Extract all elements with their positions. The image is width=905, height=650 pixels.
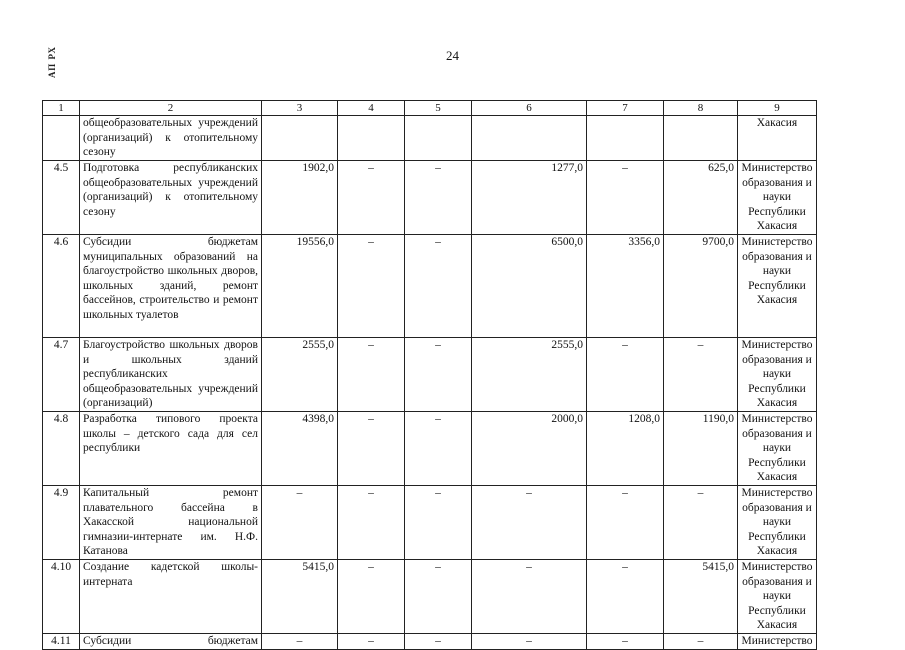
cell-col5 [405, 116, 472, 161]
row-description: Благоустройство школьных дворов и школьных зданий республиканских общеобразовательных учреждений (организаций) [80, 337, 262, 411]
column-header: 1 [43, 101, 80, 116]
cell-col3: 5415,0 [262, 559, 338, 633]
table-row [43, 559, 817, 633]
cell-col7: – [587, 633, 664, 649]
cell-col7: – [587, 485, 664, 559]
table-header-row [43, 101, 817, 116]
cell-col8: – [664, 337, 738, 411]
cell-col4: – [338, 411, 405, 485]
cell-col8: 625,0 [664, 161, 738, 235]
cell-col4: – [338, 337, 405, 411]
cell-col5: – [405, 161, 472, 235]
page-number: 24 [446, 48, 459, 63]
row-number: 4.5 [43, 161, 80, 235]
cell-col4: – [338, 633, 405, 649]
cell-col6 [472, 116, 587, 161]
row-number: 4.10 [43, 559, 80, 633]
row-number: 4.6 [43, 234, 80, 337]
cell-col5: – [405, 559, 472, 633]
row-number: 4.9 [43, 485, 80, 559]
table-row [43, 633, 817, 649]
row-organization: Министерство образования и науки Республики Хакасия [738, 411, 817, 485]
row-description: Субсидии бюджетам [80, 633, 262, 649]
cell-col5: – [405, 633, 472, 649]
row-description: Капитальный ремонт плавательного бассейна в Хакасской национальной гимназии-интернате им. Н.Ф. Катанова [80, 485, 262, 559]
row-description: Разработка типового проекта школы – детского сада для сел республики [80, 411, 262, 485]
cell-col8: – [664, 485, 738, 559]
row-number: 4.7 [43, 337, 80, 411]
cell-col6: – [472, 559, 587, 633]
cell-col5: – [405, 337, 472, 411]
cell-col5: – [405, 485, 472, 559]
cell-col8: 9700,0 [664, 234, 738, 337]
table-row [43, 411, 817, 485]
table-row [43, 485, 817, 559]
cell-col7: – [587, 559, 664, 633]
cell-col6: 2555,0 [472, 337, 587, 411]
row-description: общеобразовательных учреждений (организаций) к отопительному сезону [80, 116, 262, 161]
row-number: 4.11 [43, 633, 80, 649]
cell-col8 [664, 116, 738, 161]
row-organization: Министерство образования и науки Республики Хакасия [738, 337, 817, 411]
cell-col7: 1208,0 [587, 411, 664, 485]
row-description: Подготовка республиканских общеобразовательных учреждений (организаций) к отопительному сезону [80, 161, 262, 235]
row-organization: Министерство [738, 633, 817, 649]
column-header: 3 [262, 101, 338, 116]
cell-col8: 5415,0 [664, 559, 738, 633]
cell-col6: – [472, 633, 587, 649]
cell-col3: 19556,0 [262, 234, 338, 337]
row-description: Субсидии бюджетам муниципальных образований на благоустройство школьных дворов, школьных зданий, ремонт бассейнов, строительство и ремонт школьных туалетов [80, 234, 262, 337]
row-organization: Министерство образования и науки Республики Хакасия [738, 485, 817, 559]
column-header: 7 [587, 101, 664, 116]
budget-table [42, 100, 817, 650]
row-organization: Министерство образования и науки Республики Хакасия [738, 161, 817, 235]
cell-col3: – [262, 633, 338, 649]
column-header: 4 [338, 101, 405, 116]
cell-col4: – [338, 485, 405, 559]
row-organization: Хакасия [738, 116, 817, 161]
cell-col8: – [664, 633, 738, 649]
row-organization: Министерство образования и науки Республики Хакасия [738, 234, 817, 337]
row-number [43, 116, 80, 161]
table-row [43, 161, 817, 235]
cell-col3: – [262, 485, 338, 559]
cell-col4: – [338, 559, 405, 633]
cell-col4 [338, 116, 405, 161]
row-number: 4.8 [43, 411, 80, 485]
cell-col8: 1190,0 [664, 411, 738, 485]
column-header: 2 [80, 101, 262, 116]
column-header: 6 [472, 101, 587, 116]
cell-col6: 6500,0 [472, 234, 587, 337]
column-header: 8 [664, 101, 738, 116]
cell-col6: 2000,0 [472, 411, 587, 485]
column-header: 9 [738, 101, 817, 116]
cell-col5: – [405, 234, 472, 337]
archive-stamp: АП РХ [47, 46, 57, 79]
row-description: Создание кадетской школы-интерната [80, 559, 262, 633]
cell-col3: 1902,0 [262, 161, 338, 235]
table-row [43, 234, 817, 337]
cell-col7: – [587, 337, 664, 411]
column-header: 5 [405, 101, 472, 116]
cell-col7: 3356,0 [587, 234, 664, 337]
table-row [43, 116, 817, 161]
cell-col3: 4398,0 [262, 411, 338, 485]
cell-col4: – [338, 161, 405, 235]
cell-col7 [587, 116, 664, 161]
cell-col3 [262, 116, 338, 161]
cell-col3: 2555,0 [262, 337, 338, 411]
cell-col6: 1277,0 [472, 161, 587, 235]
row-organization: Министерство образования и науки Республики Хакасия [738, 559, 817, 633]
cell-col7: – [587, 161, 664, 235]
cell-col5: – [405, 411, 472, 485]
table-row [43, 337, 817, 411]
cell-col6: – [472, 485, 587, 559]
cell-col4: – [338, 234, 405, 337]
